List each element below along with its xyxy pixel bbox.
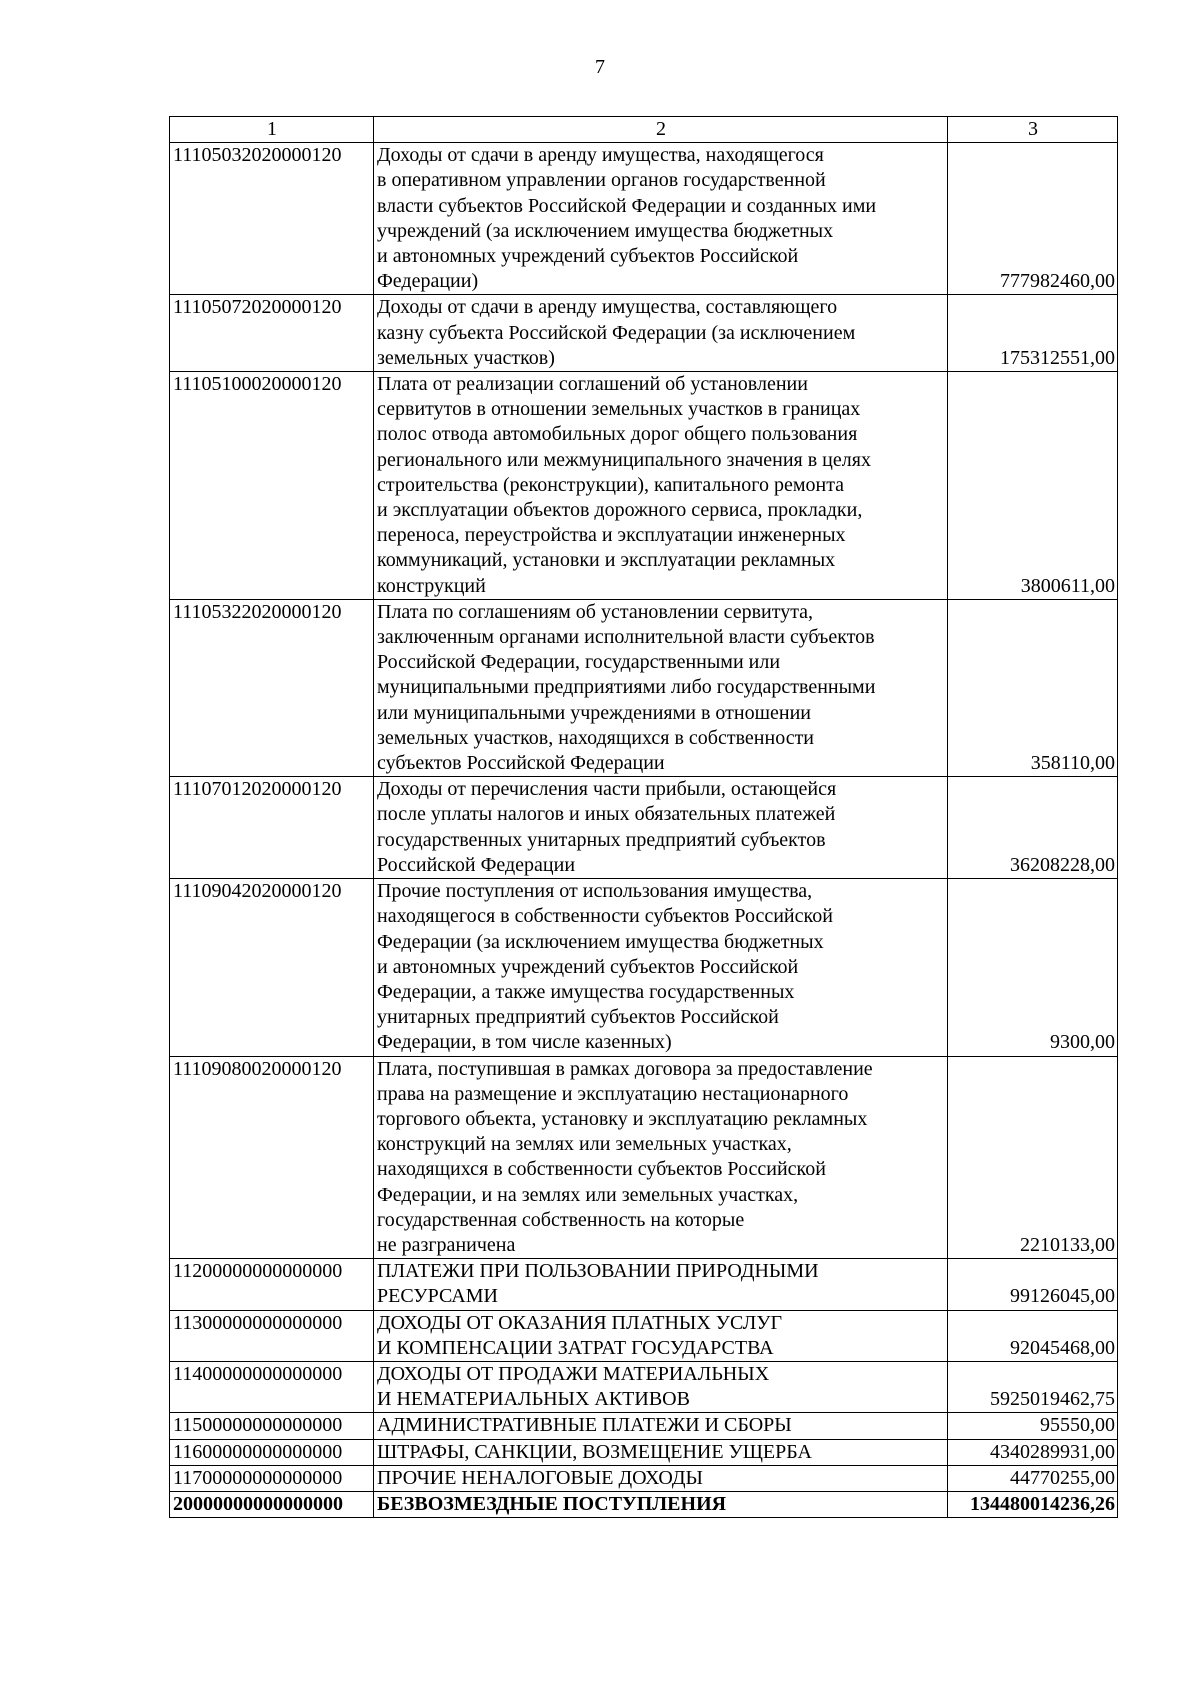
column-header-amount: 3 (948, 117, 1118, 143)
page-number: 7 (595, 56, 605, 78)
code-cell: 11500000000000000 (170, 1413, 374, 1439)
table-row (170, 1465, 1118, 1491)
description-cell: Плата по соглашениям об установлении сервитута, заключенным органами исполнительной власти субъектов Российской Федерации, государственными или муниципальными предприятиями либо государственными или муниципальными учреждениями в отношении земельных участков, находящихся в собственности субъектов Российской Федерации (374, 599, 948, 776)
amount-cell: 44770255,00 (948, 1465, 1118, 1491)
amount-cell: 99126045,00 (948, 1259, 1118, 1310)
table-row (170, 372, 1118, 600)
amount-cell: 9300,00 (948, 879, 1118, 1056)
code-cell: 11105072020000120 (170, 295, 374, 372)
code-cell: 11105100020000120 (170, 372, 374, 600)
description-cell: БЕЗВОЗМЕЗДНЫЕ ПОСТУПЛЕНИЯ (374, 1491, 948, 1517)
code-cell: 11300000000000000 (170, 1310, 374, 1361)
table-row (170, 879, 1118, 1056)
code-cell: 11700000000000000 (170, 1465, 374, 1491)
code-cell: 11200000000000000 (170, 1259, 374, 1310)
revenue-table (169, 116, 1118, 1518)
code-cell: 11105032020000120 (170, 143, 374, 295)
description-cell: Плата от реализации соглашений об установлении сервитутов в отношении земельных участков в границах полос отвода автомобильных дорог общего пользования регионального или межмуниципального значения в целях строительства (реконструкции), капитального ремонта и эксплуатации объектов дорожного сервиса, прокладки, переноса, переустройства и эксплуатации инженерных коммуникаций, установки и эксплуатации рекламных конструкций (374, 372, 948, 600)
description-cell: Доходы от сдачи в аренду имущества, составляющего казну субъекта Российской Федерации (за исключением земельных участков) (374, 295, 948, 372)
table-row (170, 1310, 1118, 1361)
code-cell: 11600000000000000 (170, 1439, 374, 1465)
description-cell: ПРОЧИЕ НЕНАЛОГОВЫЕ ДОХОДЫ (374, 1465, 948, 1491)
table-row (170, 1439, 1118, 1465)
code-cell: 11109042020000120 (170, 879, 374, 1056)
table-header-row (170, 117, 1118, 143)
description-cell: ДОХОДЫ ОТ ПРОДАЖИ МАТЕРИАЛЬНЫХ И НЕМАТЕРИАЛЬНЫХ АКТИВОВ (374, 1361, 948, 1412)
amount-cell: 36208228,00 (948, 777, 1118, 879)
revenue-table-body (170, 117, 1118, 1518)
table-row (170, 777, 1118, 879)
amount-cell: 175312551,00 (948, 295, 1118, 372)
code-cell: 11107012020000120 (170, 777, 374, 879)
code-cell: 11400000000000000 (170, 1361, 374, 1412)
amount-cell: 92045468,00 (948, 1310, 1118, 1361)
column-header-code: 1 (170, 117, 374, 143)
amount-cell: 777982460,00 (948, 143, 1118, 295)
description-cell: Плата, поступившая в рамках договора за предоставление права на размещение и эксплуатацию нестационарного торгового объекта, установку и эксплуатацию рекламных конструкций на землях или земельных участках, находящихся в собственности субъектов Российской Федерации, и на землях или земельных участках, государственная собственность на которые не разграничена (374, 1056, 948, 1259)
description-cell: Прочие поступления от использования имущества, находящегося в собственности субъектов Российской Федерации (за исключением имущества бюджетных и автономных учреждений субъектов Российской Федерации, а также имущества государственных унитарных предприятий субъектов Российской Федерации, в том числе казенных) (374, 879, 948, 1056)
column-header-description: 2 (374, 117, 948, 143)
code-cell: 20000000000000000 (170, 1491, 374, 1517)
table-row (170, 1491, 1118, 1517)
table-row (170, 143, 1118, 295)
amount-cell: 3800611,00 (948, 372, 1118, 600)
code-cell: 11109080020000120 (170, 1056, 374, 1259)
table-row (170, 1259, 1118, 1310)
description-cell: ДОХОДЫ ОТ ОКАЗАНИЯ ПЛАТНЫХ УСЛУГ И КОМПЕНСАЦИИ ЗАТРАТ ГОСУДАРСТВА (374, 1310, 948, 1361)
amount-cell: 95550,00 (948, 1413, 1118, 1439)
amount-cell: 358110,00 (948, 599, 1118, 776)
code-cell: 11105322020000120 (170, 599, 374, 776)
amount-cell: 2210133,00 (948, 1056, 1118, 1259)
amount-cell: 5925019462,75 (948, 1361, 1118, 1412)
description-cell: АДМИНИСТРАТИВНЫЕ ПЛАТЕЖИ И СБОРЫ (374, 1413, 948, 1439)
description-cell: Доходы от перечисления части прибыли, остающейся после уплаты налогов и иных обязательных платежей государственных унитарных предприятий субъектов Российской Федерации (374, 777, 948, 879)
table-row (170, 1361, 1118, 1412)
description-cell: Доходы от сдачи в аренду имущества, находящегося в оперативном управлении органов государственной власти субъектов Российской Федерации и созданных ими учреждений (за исключением имущества бюджетных и автономных учреждений субъектов Российской Федерации) (374, 143, 948, 295)
table-row (170, 295, 1118, 372)
description-cell: ШТРАФЫ, САНКЦИИ, ВОЗМЕЩЕНИЕ УЩЕРБА (374, 1439, 948, 1465)
description-cell: ПЛАТЕЖИ ПРИ ПОЛЬЗОВАНИИ ПРИРОДНЫМИ РЕСУРСАМИ (374, 1259, 948, 1310)
amount-cell: 4340289931,00 (948, 1439, 1118, 1465)
table-row (170, 1413, 1118, 1439)
table-row (170, 599, 1118, 776)
table-row (170, 1056, 1118, 1259)
amount-cell: 134480014236,26 (948, 1491, 1118, 1517)
